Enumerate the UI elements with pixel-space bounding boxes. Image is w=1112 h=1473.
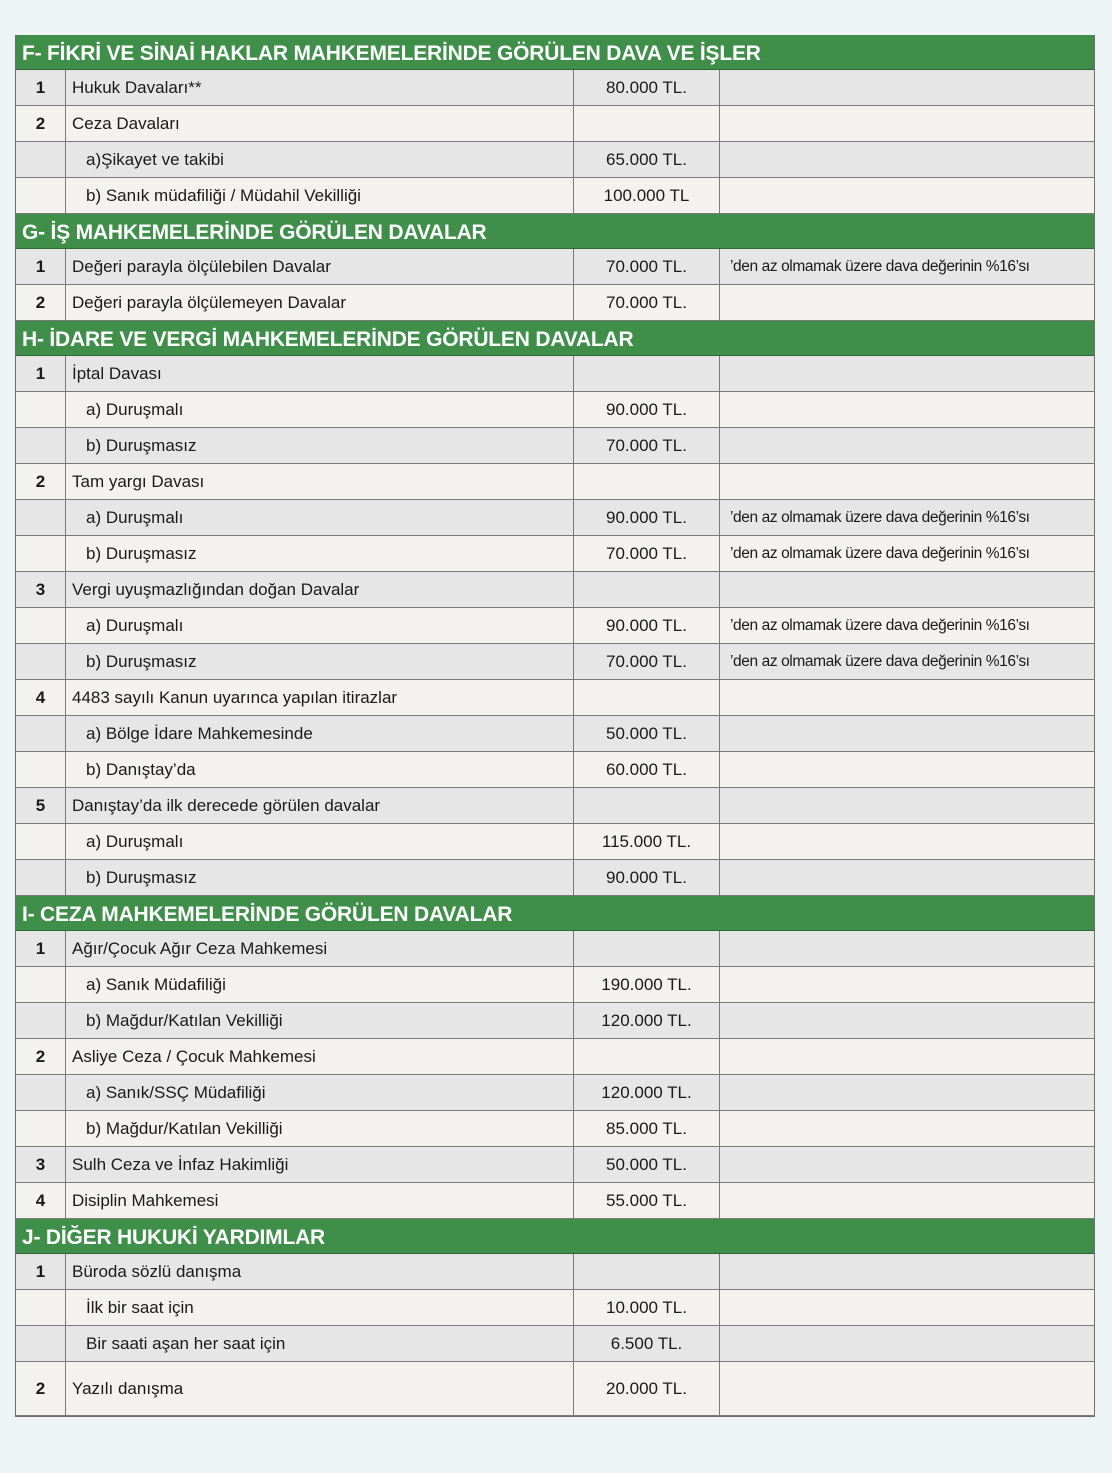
row-note [720, 1254, 1094, 1289]
row-fee: 120.000 TL. [574, 1003, 720, 1038]
row-note [720, 285, 1094, 320]
row-description: a) Duruşmalı [66, 608, 574, 643]
row-description: 4483 sayılı Kanun uyarınca yapılan itirazlar [66, 680, 574, 715]
row-description: Tam yargı Davası [66, 464, 574, 499]
row-fee: 70.000 TL. [574, 249, 720, 284]
row-number [16, 608, 66, 643]
row-description: Ağır/Çocuk Ağır Ceza Mahkemesi [66, 931, 574, 966]
section-header: I- CEZA MAHKEMELERİNDE GÖRÜLEN DAVALAR [16, 896, 1094, 931]
row-note [720, 178, 1094, 213]
row-description: b) Mağdur/Katılan Vekilliği [66, 1111, 574, 1146]
row-note [720, 680, 1094, 715]
row-description: a) Sanık Müdafiliği [66, 967, 574, 1002]
row-fee: 55.000 TL. [574, 1183, 720, 1218]
table-row [16, 931, 1094, 967]
row-number: 1 [16, 1254, 66, 1289]
row-note [720, 1326, 1094, 1361]
table-row [16, 967, 1094, 1003]
table-row [16, 106, 1094, 142]
row-fee: 50.000 TL. [574, 716, 720, 751]
row-note [720, 1039, 1094, 1074]
row-description: b) Duruşmasız [66, 860, 574, 895]
table-row [16, 572, 1094, 608]
row-fee: 85.000 TL. [574, 1111, 720, 1146]
row-description: Asliye Ceza / Çocuk Mahkemesi [66, 1039, 574, 1074]
row-number: 1 [16, 70, 66, 105]
row-description: Değeri parayla ölçülebilen Davalar [66, 249, 574, 284]
row-description: b) Sanık müdafiliği / Müdahil Vekilliği [66, 178, 574, 213]
row-number [16, 1003, 66, 1038]
row-description: a) Duruşmalı [66, 500, 574, 535]
row-number [16, 178, 66, 213]
row-note [720, 1290, 1094, 1325]
row-fee: 190.000 TL. [574, 967, 720, 1002]
row-fee [574, 106, 720, 141]
section-header: F- FİKRİ VE SİNAİ HAKLAR MAHKEMELERİNDE GÖRÜLEN DAVA VE İŞLER [16, 35, 1094, 70]
row-description: Sulh Ceza ve İnfaz Hakimliği [66, 1147, 574, 1182]
row-note [720, 1147, 1094, 1182]
row-number [16, 860, 66, 895]
row-note [720, 1111, 1094, 1146]
row-description: b) Danıştay’da [66, 752, 574, 787]
row-fee: 90.000 TL. [574, 608, 720, 643]
row-note [720, 142, 1094, 177]
row-description: Vergi uyuşmazlığından doğan Davalar [66, 572, 574, 607]
row-fee [574, 788, 720, 823]
row-fee [574, 464, 720, 499]
table-row [16, 644, 1094, 680]
table-row [16, 1290, 1094, 1326]
row-number [16, 142, 66, 177]
table-row [16, 1147, 1094, 1183]
row-note [720, 716, 1094, 751]
row-number [16, 428, 66, 463]
row-fee: 70.000 TL. [574, 285, 720, 320]
row-number: 1 [16, 249, 66, 284]
table-row [16, 1326, 1094, 1362]
row-description: b) Duruşmasız [66, 536, 574, 571]
row-note [720, 1362, 1094, 1415]
row-description: a) Duruşmalı [66, 392, 574, 427]
row-number [16, 824, 66, 859]
row-note [720, 428, 1094, 463]
row-note: ’den az olmamak üzere dava değerinin %16’sı [730, 544, 1030, 562]
row-note [720, 1075, 1094, 1110]
row-description: b) Duruşmasız [66, 428, 574, 463]
row-fee: 90.000 TL. [574, 860, 720, 895]
row-note: ’den az olmamak üzere dava değerinin %16’sı [730, 257, 1030, 275]
row-description: b) Duruşmasız [66, 644, 574, 679]
row-number [16, 536, 66, 571]
row-fee: 60.000 TL. [574, 752, 720, 787]
table-row [16, 178, 1094, 214]
table-row [16, 392, 1094, 428]
row-description: Bir saati aşan her saat için [66, 1326, 574, 1361]
row-note [720, 931, 1094, 966]
row-description: Disiplin Mahkemesi [66, 1183, 574, 1218]
row-note: ’den az olmamak üzere dava değerinin %16’sı [730, 652, 1030, 670]
table-row [16, 1111, 1094, 1147]
table-row [16, 1075, 1094, 1111]
row-fee: 65.000 TL. [574, 142, 720, 177]
row-note [720, 464, 1094, 499]
row-number: 3 [16, 1147, 66, 1182]
row-fee: 70.000 TL. [574, 536, 720, 571]
table-row [16, 536, 1094, 572]
row-description: Büroda sözlü danışma [66, 1254, 574, 1289]
row-fee [574, 1254, 720, 1289]
row-number: 2 [16, 464, 66, 499]
row-number: 2 [16, 1039, 66, 1074]
row-fee [574, 931, 720, 966]
row-fee: 70.000 TL. [574, 428, 720, 463]
row-note: ’den az olmamak üzere dava değerinin %16’sı [730, 616, 1030, 634]
row-number [16, 392, 66, 427]
row-note [720, 788, 1094, 823]
row-note [720, 572, 1094, 607]
table-row [16, 680, 1094, 716]
table-row [16, 1039, 1094, 1075]
row-note [720, 356, 1094, 391]
row-description: Danıştay’da ilk derecede görülen davalar [66, 788, 574, 823]
row-fee: 50.000 TL. [574, 1147, 720, 1182]
table-row [16, 1254, 1094, 1290]
table-row [16, 752, 1094, 788]
table-row [16, 464, 1094, 500]
row-number [16, 967, 66, 1002]
row-description: İlk bir saat için [66, 1290, 574, 1325]
row-description: a) Duruşmalı [66, 824, 574, 859]
row-description: Ceza Davaları [66, 106, 574, 141]
row-number: 4 [16, 680, 66, 715]
row-number: 2 [16, 106, 66, 141]
row-note [720, 392, 1094, 427]
row-note: ’den az olmamak üzere dava değerinin %16’sı [730, 508, 1030, 526]
row-fee: 90.000 TL. [574, 392, 720, 427]
table-row [16, 788, 1094, 824]
row-number: 2 [16, 285, 66, 320]
row-fee [574, 680, 720, 715]
row-description: İptal Davası [66, 356, 574, 391]
row-note [720, 860, 1094, 895]
table-row [16, 285, 1094, 321]
row-number: 3 [16, 572, 66, 607]
row-description: Yazılı danışma [66, 1362, 574, 1415]
row-number [16, 1075, 66, 1110]
row-fee: 115.000 TL. [574, 824, 720, 859]
table-row [16, 428, 1094, 464]
row-fee: 120.000 TL. [574, 1075, 720, 1110]
row-number: 1 [16, 356, 66, 391]
row-fee [574, 356, 720, 391]
row-description: Hukuk Davaları** [66, 70, 574, 105]
section-header: H- İDARE VE VERGİ MAHKEMELERİNDE GÖRÜLEN DAVALAR [16, 321, 1094, 356]
table-row [16, 608, 1094, 644]
row-fee: 100.000 TL [574, 178, 720, 213]
table-row [16, 70, 1094, 106]
section-header: J- DİĞER HUKUKİ YARDIMLAR [16, 1219, 1094, 1254]
row-note [720, 1183, 1094, 1218]
row-description: b) Mağdur/Katılan Vekilliği [66, 1003, 574, 1038]
table-row [16, 716, 1094, 752]
row-fee: 70.000 TL. [574, 644, 720, 679]
row-number: 2 [16, 1362, 66, 1415]
row-number [16, 644, 66, 679]
row-note [720, 967, 1094, 1002]
row-number: 4 [16, 1183, 66, 1218]
table-row [16, 1362, 1094, 1416]
row-note [720, 70, 1094, 105]
row-description: a) Sanık/SSÇ Müdafiliği [66, 1075, 574, 1110]
row-number [16, 1326, 66, 1361]
table-row [16, 500, 1094, 536]
table-row [16, 1003, 1094, 1039]
row-fee [574, 1039, 720, 1074]
row-fee: 20.000 TL. [574, 1362, 720, 1415]
row-note [720, 824, 1094, 859]
row-fee: 90.000 TL. [574, 500, 720, 535]
row-fee: 6.500 TL. [574, 1326, 720, 1361]
fee-schedule-table [15, 35, 1095, 1417]
row-note [720, 1003, 1094, 1038]
row-fee: 10.000 TL. [574, 1290, 720, 1325]
table-row [16, 142, 1094, 178]
row-number [16, 752, 66, 787]
row-number: 1 [16, 931, 66, 966]
row-fee [574, 572, 720, 607]
row-number [16, 500, 66, 535]
row-fee: 80.000 TL. [574, 70, 720, 105]
row-number [16, 716, 66, 751]
row-description: a) Bölge İdare Mahkemesinde [66, 716, 574, 751]
row-note [720, 752, 1094, 787]
row-number [16, 1111, 66, 1146]
row-number [16, 1290, 66, 1325]
row-number: 5 [16, 788, 66, 823]
table-row [16, 1183, 1094, 1219]
table-row [16, 860, 1094, 896]
table-row [16, 356, 1094, 392]
row-description: a)Şikayet ve takibi [66, 142, 574, 177]
row-note [720, 106, 1094, 141]
section-header: G- İŞ MAHKEMELERİNDE GÖRÜLEN DAVALAR [16, 214, 1094, 249]
row-description: Değeri parayla ölçülemeyen Davalar [66, 285, 574, 320]
table-row [16, 824, 1094, 860]
table-row [16, 249, 1094, 285]
